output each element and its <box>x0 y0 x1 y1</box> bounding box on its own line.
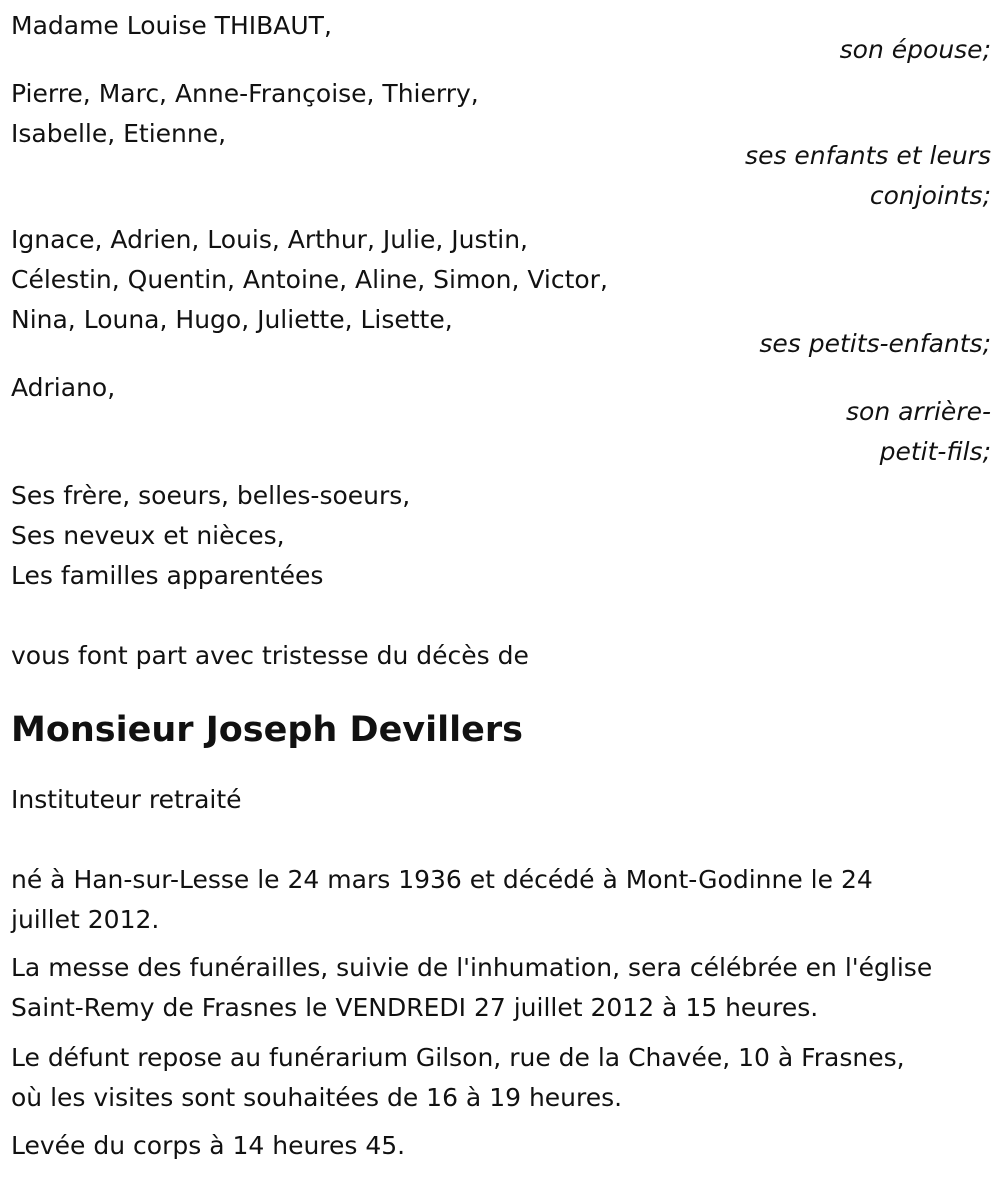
relatives-line-1: Ses frère, soeurs, belles-soeurs, <box>11 481 411 510</box>
grandchildren-names-line-1: Ignace, Adrien, Louis, Arthur, Julie, Justin, <box>11 225 529 254</box>
grandchildren-role: ses petits-enfants; <box>759 329 991 358</box>
birth-death-line-2: juillet 2012. <box>11 905 160 934</box>
birth-death-line-1: né à Han-sur-Lesse le 24 mars 1936 et décédé à Mont-Godinne le 24 <box>11 865 873 894</box>
deceased-profession: Instituteur retraité <box>11 785 242 814</box>
children-role-line-2: conjoints; <box>869 181 991 210</box>
relatives-line-2: Ses neveux et nièces, <box>11 521 285 550</box>
deceased-name: Monsieur Joseph Devillers <box>11 710 523 750</box>
repose-info-line-2: où les visites sont souhaitées de 16 à 19 heures. <box>11 1083 623 1112</box>
levee-info: Levée du corps à 14 heures 45. <box>11 1131 406 1160</box>
relatives-line-3: Les familles apparentées <box>11 561 324 590</box>
children-names-line-2: Isabelle, Etienne, <box>11 119 227 148</box>
children-names-line-1: Pierre, Marc, Anne-Françoise, Thierry, <box>11 79 479 108</box>
funeral-info-line-2: Saint-Remy de Frasnes le VENDREDI 27 juillet 2012 à 15 heures. <box>11 993 819 1022</box>
great-grandchild-name: Adriano, <box>11 373 116 402</box>
great-grandchild-role-line-1: son arrière- <box>846 397 991 426</box>
repose-info-line-1: Le défunt repose au funérarium Gilson, rue de la Chavée, 10 à Frasnes, <box>11 1043 905 1072</box>
spouse-role: son épouse; <box>839 35 991 64</box>
grandchildren-names-line-3: Nina, Louna, Hugo, Juliette, Lisette, <box>11 305 453 334</box>
great-grandchild-role-line-2: petit-fils; <box>879 437 991 466</box>
obituary-notice <box>11 6 991 1166</box>
grandchildren-names-line-2: Célestin, Quentin, Antoine, Aline, Simon, Victor, <box>11 265 608 294</box>
children-role-line-1: ses enfants et leurs <box>745 141 991 170</box>
funeral-info-line-1: La messe des funérailles, suivie de l'inhumation, sera célébrée en l'église <box>11 953 933 982</box>
spouse-name: Madame Louise THIBAUT, <box>11 11 332 40</box>
announcement-text: vous font part avec tristesse du décès de <box>11 641 529 670</box>
